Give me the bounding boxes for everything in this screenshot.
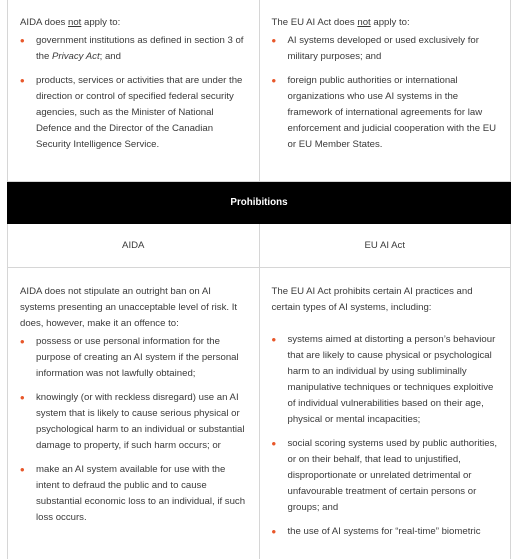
scope-exclusions-row [7,0,511,182]
aida-intro-a: AIDA does [20,17,68,28]
euai-intro-not: not [357,17,371,28]
euai-prohibitions-cell [260,268,511,559]
aida-prohibitions-intro: AIDA does not stipulate an outright ban on AI systems presenting an unacceptable level of risk. It does, however, make it an offence to: [20,286,238,329]
list-item: • social scoring systems used by public authorities, or on their behalf, that lead to unjustified, disproportionate or unrelated detrimental or unfavourable treatment of certain persons or groups; and [272,436,499,516]
euai-prohibitions-list [272,332,499,540]
list-item: • systems aimed at distorting a person’s behaviour that are likely to cause physical or psychological harm to an individual by using subliminally manipulative techniques or techniques exploitive of individual vulnerabilities based on their age, physical or mental incapacities; [272,332,499,428]
list-item: • the use of AI systems for “real-time” biometric [272,524,499,540]
list-item: • possess or use personal information for the purpose of creating an AI system if the personal information was not lawfully obtained; [20,334,247,382]
list-item: • products, services or activities that are under the direction or control of specified federal security agencies, such as the Minister of National Defence and the Director of the Canadian Security Intelligence Service. [20,73,247,153]
spacer [272,318,499,332]
list-item: • make an AI system available for use with the intent to defraud the public and to cause substantial economic loss to an individual, if such loss occurs. [20,462,247,526]
euai-exclusions-list [272,33,499,153]
aida-exclusions-list [20,33,247,153]
euai-prohibitions-intro: The EU AI Act prohibits certain AI practices and certain types of AI systems, including: [271,286,473,313]
aida-prohibitions-list [20,334,247,526]
list-item: • AI systems developed or used exclusively for military purposes; and [272,33,499,65]
list-item: • government institutions as defined in section 3 of the Privacy Act; and [20,33,247,65]
aida-exclusions-intro [20,15,247,31]
privacy-act-title: Privacy Act [52,51,100,62]
euai-exclusions-intro [272,15,499,31]
list-item: • knowingly (or with reckless disregard) use an AI system that is likely to cause serious physical or psychological harm to an individual or substantial damage to property, if such harm occurs; or [20,390,247,454]
column-header-aida: AIDA [8,224,260,267]
column-header-euai: EU AI Act [364,240,406,251]
aida-exclusions-cell [8,0,260,181]
column-header-row [7,224,511,268]
euai-intro-b: apply to: [370,17,410,28]
prohibitions-row [7,268,511,559]
aida-intro-not: not [68,17,82,28]
section-band-prohibitions: Prohibitions [7,182,511,224]
euai-intro-a: The EU AI Act does [271,17,358,28]
aida-intro-b: apply to: [81,17,121,28]
euai-exclusions-cell [260,0,511,181]
list-item: • foreign public authorities or international organizations who use AI systems in the framework of international agreements for law enforcement and judicial cooperation with the EU or EU Member States. [272,73,499,153]
aida-prohibitions-cell [8,268,260,559]
